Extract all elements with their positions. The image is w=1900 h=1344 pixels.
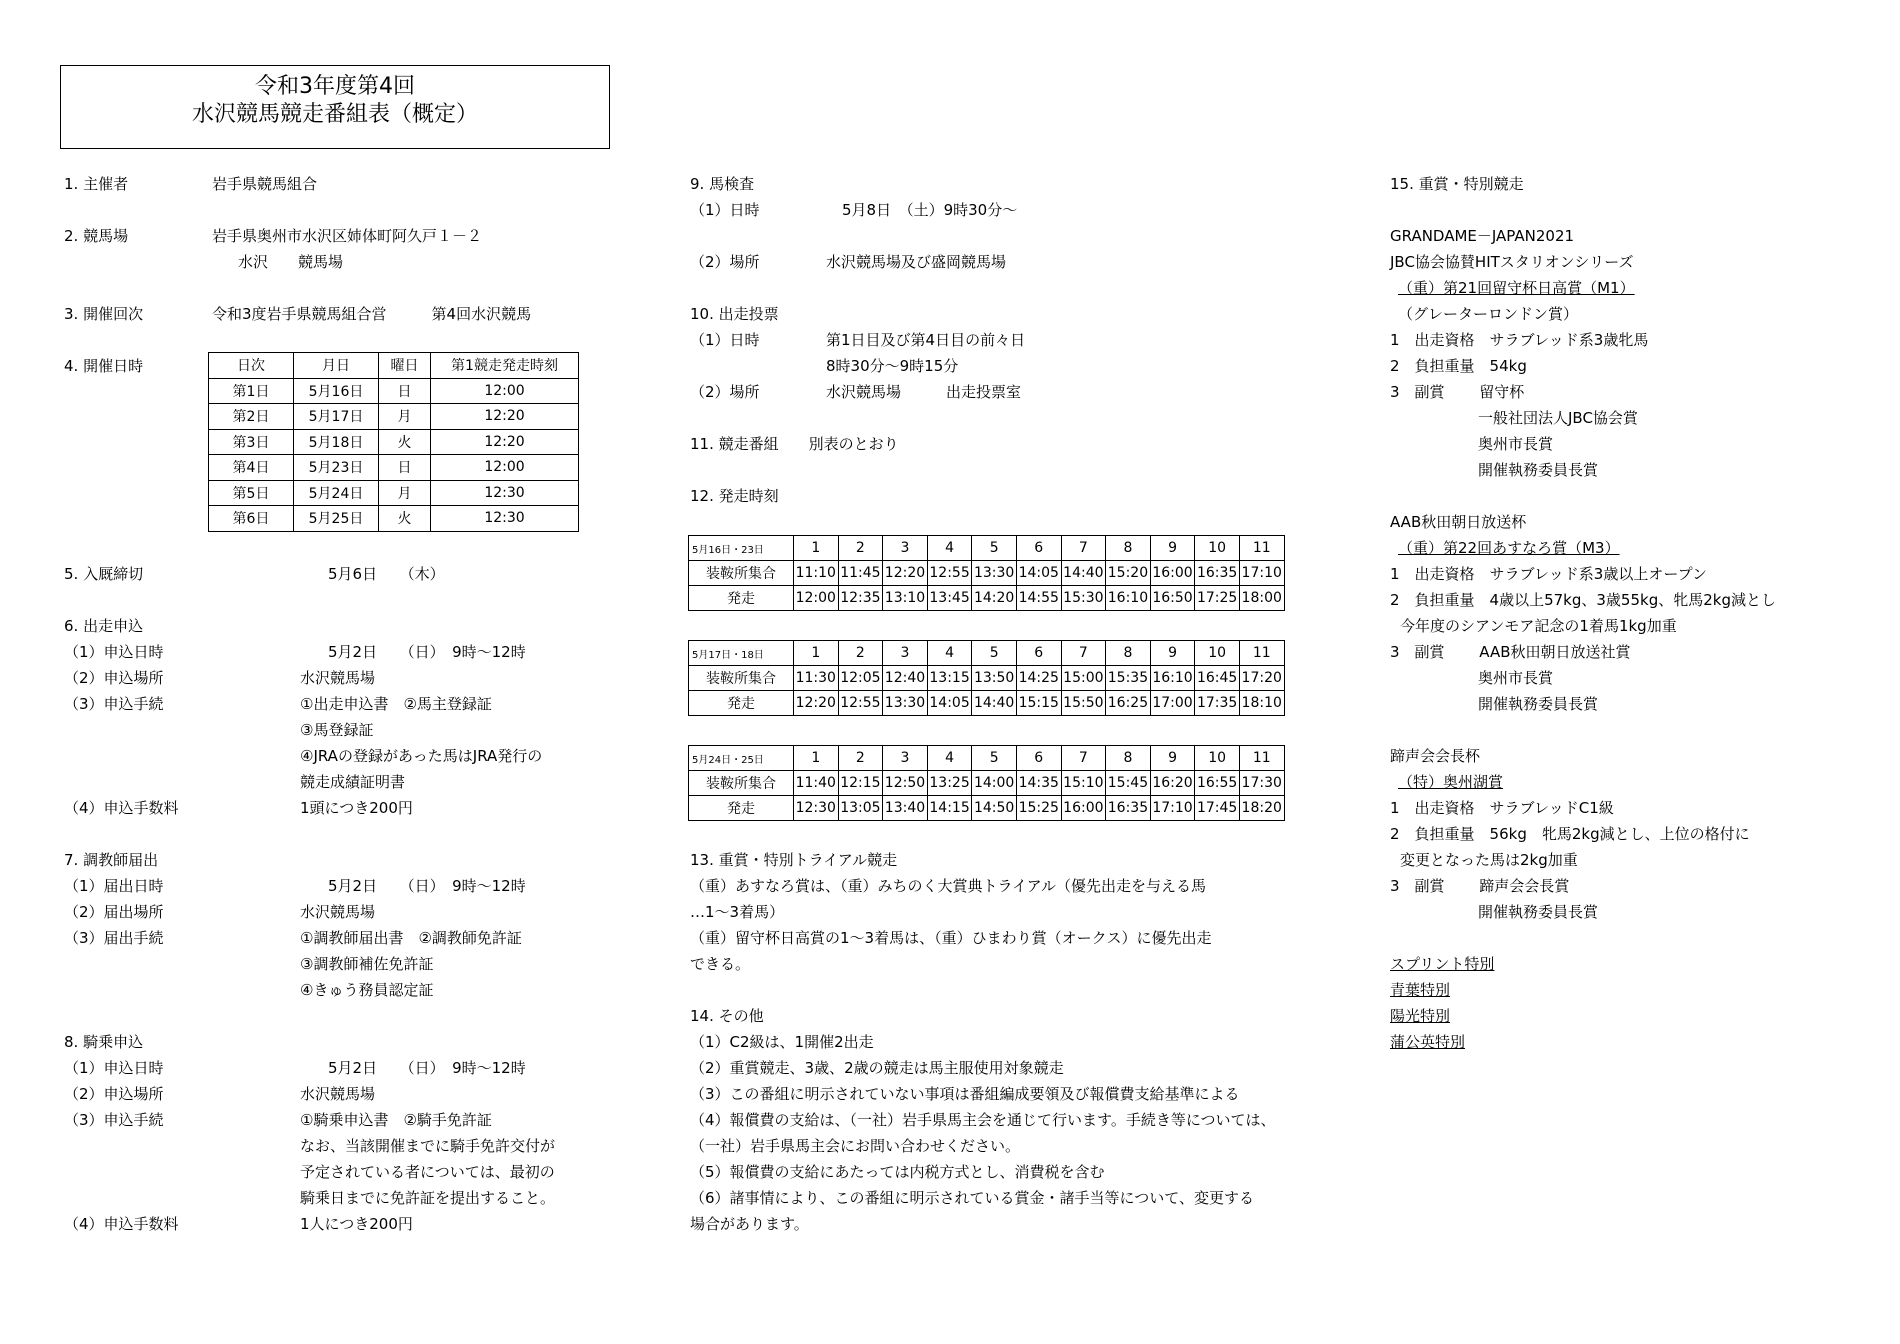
gather-time: 13:25 — [927, 771, 972, 796]
schedule-cell: 5月18日 — [294, 429, 379, 455]
race3-cond-3: 3 副賞 蹄声会会長賞 — [1390, 877, 1570, 895]
post-time-race-row — [689, 746, 1285, 771]
start-label: 発走 — [689, 691, 794, 716]
start-time: 15:25 — [1016, 796, 1061, 821]
schedule-cell: 5月24日 — [294, 480, 379, 506]
race1-sponsor-2: JBC協会協賛HITスタリオンシリーズ — [1390, 253, 1634, 271]
race-number: 11 — [1239, 746, 1284, 771]
s10-val1b: 8時30分～9時15分 — [826, 357, 959, 375]
race-number: 4 — [927, 641, 972, 666]
race-number: 11 — [1239, 641, 1284, 666]
gather-time: 16:55 — [1195, 771, 1240, 796]
race-number: 2 — [838, 536, 883, 561]
race-number: 4 — [927, 536, 972, 561]
s10-val2: 水沢競馬場 出走投票室 — [826, 383, 1022, 401]
s6-r3-val3: ④JRAの登録があった馬はJRA発行の — [300, 747, 543, 765]
schedule-cell: 12:30 — [431, 506, 579, 532]
gather-time: 16:45 — [1195, 666, 1240, 691]
special-race: 青葉特別 — [1390, 981, 1451, 999]
gather-time: 11:40 — [794, 771, 839, 796]
schedule-cell: 火 — [379, 506, 431, 532]
post-time-table — [688, 640, 1285, 716]
schedule-row — [209, 506, 579, 532]
race2-prize-2: 開催執務委員長賞 — [1478, 695, 1599, 713]
race-number: 6 — [1016, 641, 1061, 666]
schedule-cell: 日 — [379, 378, 431, 404]
start-time: 12:30 — [794, 796, 839, 821]
title-line-2: 水沢競馬競走番組表（概定） — [191, 102, 478, 127]
schedule-table — [208, 352, 579, 532]
gather-time: 15:20 — [1106, 561, 1151, 586]
gather-time: 15:35 — [1106, 666, 1151, 691]
s8-r4-key: （4）申込手数料 — [64, 1215, 179, 1233]
gather-label: 装鞍所集合 — [689, 561, 794, 586]
s15-head: 15. 重賞・特別競走 — [1390, 175, 1524, 193]
race1-cond-1: 1 出走資格 サラブレッド系3歳牝馬 — [1390, 331, 1649, 349]
race3-sponsor: 蹄声会会長杯 — [1390, 747, 1481, 765]
post-time-gather-row — [689, 666, 1285, 691]
start-time: 15:15 — [1016, 691, 1061, 716]
start-time: 14:55 — [1016, 586, 1061, 611]
s7-r3-val2: ③調教師補佐免許証 — [300, 955, 434, 973]
s6-r1-val: 5月2日 （日） 9時～12時 — [328, 643, 526, 661]
race-number: 1 — [794, 641, 839, 666]
race-number: 11 — [1239, 536, 1284, 561]
s14-line: 場合があります。 — [690, 1215, 809, 1233]
race-number: 2 — [838, 641, 883, 666]
race-number: 6 — [1016, 746, 1061, 771]
post-time-dates: 5月24日・25日 — [689, 746, 794, 771]
gather-time: 14:25 — [1016, 666, 1061, 691]
gather-time: 11:30 — [794, 666, 839, 691]
gather-time: 12:15 — [838, 771, 883, 796]
start-time: 12:00 — [794, 586, 839, 611]
start-time: 14:20 — [972, 586, 1017, 611]
post-time-gather-row — [689, 771, 1285, 796]
s8-r3-val1: ①騎乗申込書 ②騎手免許証 — [300, 1111, 492, 1129]
race2-cond-2b: 今年度のシアンモア記念の1着馬1kg加重 — [1400, 617, 1677, 635]
s8-r1-val: 5月2日 （日） 9時～12時 — [328, 1059, 526, 1077]
s3-head: 3. 開催回次 — [64, 305, 144, 323]
gather-time: 12:55 — [927, 561, 972, 586]
schedule-cell: 5月25日 — [294, 506, 379, 532]
start-time: 16:10 — [1106, 586, 1151, 611]
s10-key2: （2）場所 — [690, 383, 760, 401]
s1-head: 1. 主催者 — [64, 175, 129, 193]
schedule-header: 月日 — [294, 353, 379, 379]
race1-cond-2: 2 負担重量 54kg — [1390, 357, 1527, 375]
schedule-cell: 12:00 — [431, 378, 579, 404]
start-time: 15:30 — [1061, 586, 1106, 611]
schedule-cell: 5月23日 — [294, 455, 379, 481]
race2-cond-3: 3 副賞 AAB秋田朝日放送社賞 — [1390, 643, 1631, 661]
start-time: 13:45 — [927, 586, 972, 611]
race3-cond-2b: 変更となった馬は2kg加重 — [1400, 851, 1578, 869]
special-race: 蒲公英特別 — [1390, 1033, 1466, 1051]
s7-r1-val: 5月2日 （日） 9時～12時 — [328, 877, 526, 895]
schedule-cell: 月 — [379, 480, 431, 506]
gather-time: 12:40 — [883, 666, 928, 691]
start-time: 12:20 — [794, 691, 839, 716]
schedule-row — [209, 480, 579, 506]
s8-r3-key: （3）申込手続 — [64, 1111, 164, 1129]
s6-r4-val: 1頭につき200円 — [300, 799, 413, 817]
schedule-header: 曜日 — [379, 353, 431, 379]
s8-r2-val: 水沢競馬場 — [300, 1085, 376, 1103]
start-time: 18:00 — [1239, 586, 1284, 611]
s2-head: 2. 競馬場 — [64, 227, 129, 245]
gather-label: 装鞍所集合 — [689, 666, 794, 691]
s10-key1: （1）日時 — [690, 331, 760, 349]
start-time: 17:45 — [1195, 796, 1240, 821]
s13-head: 13. 重賞・特別トライアル競走 — [690, 851, 898, 869]
race-number: 1 — [794, 746, 839, 771]
schedule-row — [209, 378, 579, 404]
race2-prize-1: 奥州市長賞 — [1478, 669, 1554, 687]
schedule-header-row — [209, 353, 579, 379]
gather-time: 12:50 — [883, 771, 928, 796]
s14-line: （1）C2級は、1開催2出走 — [690, 1033, 874, 1051]
start-time: 12:55 — [838, 691, 883, 716]
gather-time: 11:45 — [838, 561, 883, 586]
start-time: 17:10 — [1150, 796, 1195, 821]
gather-time: 17:30 — [1239, 771, 1284, 796]
schedule-cell: 第4日 — [209, 455, 294, 481]
schedule-cell: 火 — [379, 429, 431, 455]
gather-time: 15:45 — [1106, 771, 1151, 796]
gather-time: 14:00 — [972, 771, 1017, 796]
title-box — [60, 65, 610, 149]
s8-r2-key: （2）申込場所 — [64, 1085, 164, 1103]
schedule-cell: 12:20 — [431, 404, 579, 430]
s9-val1: 5月8日 （土）9時30分～ — [842, 201, 1018, 219]
s8-head: 8. 騎乗申込 — [64, 1033, 144, 1051]
gather-time: 16:00 — [1150, 561, 1195, 586]
start-time: 17:25 — [1195, 586, 1240, 611]
race-number: 2 — [838, 746, 883, 771]
schedule-cell: 第5日 — [209, 480, 294, 506]
post-time-start-row — [689, 586, 1285, 611]
race2-cond-2: 2 負担重量 4歳以上57kg、3歳55kg、牝馬2kg減とし — [1390, 591, 1776, 609]
s9-head: 9. 馬検査 — [690, 175, 755, 193]
race2-title: （重）第22回あすなろ賞（M3） — [1398, 539, 1620, 557]
s6-r3-val4: 競走成績証明書 — [300, 773, 406, 791]
s13-line-1: （重）あすなろ賞は、（重）みちのく大賞典トライアル（優先出走を与える馬 — [690, 877, 1207, 895]
gather-time: 13:15 — [927, 666, 972, 691]
race-number: 9 — [1150, 746, 1195, 771]
s14-line: （一社）岩手県馬主会にお問い合わせください。 — [690, 1137, 1021, 1155]
start-time: 12:35 — [838, 586, 883, 611]
post-time-table — [688, 535, 1285, 611]
start-time: 16:35 — [1106, 796, 1151, 821]
start-time: 18:10 — [1239, 691, 1284, 716]
start-time: 14:50 — [972, 796, 1017, 821]
race3-prize-1: 開催執務委員長賞 — [1478, 903, 1599, 921]
s8-r4-val: 1人につき200円 — [300, 1215, 413, 1233]
race-number: 1 — [794, 536, 839, 561]
race-number: 7 — [1061, 641, 1106, 666]
schedule-cell: 第6日 — [209, 506, 294, 532]
s3-val: 令和3度岩手県競馬組合営 第4回水沢競馬 — [212, 305, 532, 323]
start-time: 16:25 — [1106, 691, 1151, 716]
s7-r3-val3: ④きゅう務員認定証 — [300, 981, 434, 999]
s7-r1-key: （1）届出日時 — [64, 877, 164, 895]
race1-prize-2: 奥州市長賞 — [1478, 435, 1554, 453]
schedule-cell: 12:30 — [431, 480, 579, 506]
start-time: 15:50 — [1061, 691, 1106, 716]
s14-line: （6）諸事情により、この番組に明示されている賞金・諸手当等について、変更する — [690, 1189, 1254, 1207]
s6-r4-key: （4）申込手数料 — [64, 799, 179, 817]
s7-head: 7. 調教師届出 — [64, 851, 159, 869]
start-time: 17:00 — [1150, 691, 1195, 716]
s14-line: （2）重賞競走、3歳、2歳の競走は馬主服使用対象競走 — [690, 1059, 1064, 1077]
start-time: 16:00 — [1061, 796, 1106, 821]
s13-line-2: …1～3着馬） — [690, 903, 785, 921]
schedule-header: 第1競走発走時刻 — [431, 353, 579, 379]
gather-time: 16:10 — [1150, 666, 1195, 691]
s8-r3-val4: 騎乗日までに免許証を提出すること。 — [300, 1189, 556, 1207]
gather-time: 14:40 — [1061, 561, 1106, 586]
start-time: 14:15 — [927, 796, 972, 821]
race-number: 10 — [1195, 536, 1240, 561]
s5-head: 5. 入厩締切 — [64, 565, 144, 583]
gather-time: 13:50 — [972, 666, 1017, 691]
post-time-table — [688, 745, 1285, 821]
schedule-row — [209, 429, 579, 455]
race-number: 5 — [972, 641, 1017, 666]
schedule-cell: 月 — [379, 404, 431, 430]
s6-head: 6. 出走申込 — [64, 617, 144, 635]
post-time-race-row — [689, 536, 1285, 561]
start-time: 13:40 — [883, 796, 928, 821]
race1-subtitle: （グレーターロンドン賞） — [1398, 305, 1579, 323]
s14-line: （3）この番組に明示されていない事項は番組編成要領及び報償費支給基準による — [690, 1085, 1240, 1103]
race3-cond-2: 2 負担重量 56kg 牝馬2kg減とし、上位の格付に — [1390, 825, 1750, 843]
schedule-cell: 12:00 — [431, 455, 579, 481]
race-number: 5 — [972, 536, 1017, 561]
schedule-cell: 日 — [379, 455, 431, 481]
start-time: 18:20 — [1239, 796, 1284, 821]
race1-title: （重）第21回留守杯日高賞（M1） — [1398, 279, 1635, 297]
s8-r3-val2: なお、当該開催までに騎手免許交付が — [300, 1137, 556, 1155]
race-number: 9 — [1150, 641, 1195, 666]
gather-time: 16:35 — [1195, 561, 1240, 586]
s10-head: 10. 出走投票 — [690, 305, 779, 323]
gather-time: 12:20 — [883, 561, 928, 586]
schedule-cell: 第2日 — [209, 404, 294, 430]
gather-time: 12:05 — [838, 666, 883, 691]
s7-r3-key: （3）届出手続 — [64, 929, 164, 947]
gather-time: 17:20 — [1239, 666, 1284, 691]
s4-head: 4. 開催日時 — [64, 357, 144, 375]
race-number: 8 — [1106, 641, 1151, 666]
schedule-cell: 5月16日 — [294, 378, 379, 404]
s6-r1-key: （1）申込日時 — [64, 643, 164, 661]
race-number: 3 — [883, 536, 928, 561]
start-time: 13:10 — [883, 586, 928, 611]
s6-r2-val: 水沢競馬場 — [300, 669, 376, 687]
gather-time: 16:20 — [1150, 771, 1195, 796]
race1-cond-3: 3 副賞 留守杯 — [1390, 383, 1525, 401]
s13-line-4: できる。 — [690, 955, 751, 973]
title-line-1: 令和3年度第4回 — [255, 74, 415, 99]
schedule-row — [209, 455, 579, 481]
race-number: 10 — [1195, 641, 1240, 666]
s10-val1a: 第1日目及び第4日目の前々日 — [826, 331, 1026, 349]
gather-time: 15:10 — [1061, 771, 1106, 796]
gather-time: 11:10 — [794, 561, 839, 586]
race1-prize-3: 開催執務委員長賞 — [1478, 461, 1599, 479]
start-time: 17:35 — [1195, 691, 1240, 716]
race-number: 4 — [927, 746, 972, 771]
gather-time: 14:35 — [1016, 771, 1061, 796]
s14-line: （4）報償費の支給は、（一社）岩手県馬主会を通じて行います。手続き等については、 — [690, 1111, 1276, 1129]
s14-line: （5）報償費の支給にあたっては内税方式とし、消費税を含む — [690, 1163, 1105, 1181]
race1-sponsor-1: GRANDAME－JAPAN2021 — [1390, 227, 1575, 245]
s6-r3-val2: ③馬登録証 — [300, 721, 374, 739]
race-number: 7 — [1061, 746, 1106, 771]
gather-time: 17:10 — [1239, 561, 1284, 586]
gather-time: 14:05 — [1016, 561, 1061, 586]
race2-sponsor: AAB秋田朝日放送杯 — [1390, 513, 1527, 531]
s6-r3-key: （3）申込手続 — [64, 695, 164, 713]
race2-cond-1: 1 出走資格 サラブレッド系3歳以上オープン — [1390, 565, 1707, 583]
s7-r2-key: （2）届出場所 — [64, 903, 164, 921]
post-time-race-row — [689, 641, 1285, 666]
schedule-cell: 第3日 — [209, 429, 294, 455]
start-time: 13:30 — [883, 691, 928, 716]
post-time-start-row — [689, 691, 1285, 716]
start-time: 14:05 — [927, 691, 972, 716]
race-number: 6 — [1016, 536, 1061, 561]
gather-time: 13:30 — [972, 561, 1017, 586]
race-number: 3 — [883, 746, 928, 771]
special-race: 陽光特別 — [1390, 1007, 1451, 1025]
s9-val2: 水沢競馬場及び盛岡競馬場 — [826, 253, 1007, 271]
s1-val: 岩手県競馬組合 — [212, 175, 318, 193]
s8-r1-key: （1）申込日時 — [64, 1059, 164, 1077]
race-number: 3 — [883, 641, 928, 666]
schedule-cell: 12:20 — [431, 429, 579, 455]
race-number: 7 — [1061, 536, 1106, 561]
s6-r3-val1: ①出走申込書 ②馬主登録証 — [300, 695, 492, 713]
s12-head: 12. 発走時刻 — [690, 487, 779, 505]
race3-cond-1: 1 出走資格 サラブレッドC1級 — [1390, 799, 1614, 817]
schedule-header: 日次 — [209, 353, 294, 379]
s7-r3-val1: ①調教師届出書 ②調教師免許証 — [300, 929, 522, 947]
race1-prize-1: 一般社団法人JBC協会賞 — [1478, 409, 1638, 427]
start-time: 16:50 — [1150, 586, 1195, 611]
start-time: 13:05 — [838, 796, 883, 821]
race-number: 8 — [1106, 746, 1151, 771]
race3-title: （特）奥州湖賞 — [1398, 773, 1504, 791]
race-number: 9 — [1150, 536, 1195, 561]
special-race: スプリント特別 — [1390, 955, 1495, 973]
s8-r3-val3: 予定されている者については、最初の — [300, 1163, 555, 1181]
start-label: 発走 — [689, 586, 794, 611]
race-number: 8 — [1106, 536, 1151, 561]
post-time-dates: 5月17日・18日 — [689, 641, 794, 666]
s11-head: 11. 競走番組 別表のとおり — [690, 435, 899, 453]
s7-r2-val: 水沢競馬場 — [300, 903, 376, 921]
s13-line-3: （重）留守杯日高賞の1～3着馬は、（重）ひまわり賞（オークス）に優先出走 — [690, 929, 1212, 947]
post-time-start-row — [689, 796, 1285, 821]
s2-val2: 水沢 競馬場 — [238, 253, 344, 271]
s5-val: 5月6日 （木） — [328, 565, 445, 583]
start-label: 発走 — [689, 796, 794, 821]
s14-head: 14. その他 — [690, 1007, 764, 1025]
schedule-row — [209, 404, 579, 430]
s2-val1: 岩手県奥州市水沢区姉体町阿久戸１－２ — [212, 227, 483, 245]
gather-label: 装鞍所集合 — [689, 771, 794, 796]
schedule-cell: 第1日 — [209, 378, 294, 404]
race-number: 5 — [972, 746, 1017, 771]
start-time: 14:40 — [972, 691, 1017, 716]
s9-key1: （1）日時 — [690, 201, 760, 219]
schedule-cell: 5月17日 — [294, 404, 379, 430]
s9-key2: （2）場所 — [690, 253, 760, 271]
post-time-dates: 5月16日・23日 — [689, 536, 794, 561]
race-number: 10 — [1195, 746, 1240, 771]
gather-time: 15:00 — [1061, 666, 1106, 691]
s6-r2-key: （2）申込場所 — [64, 669, 164, 687]
post-time-gather-row — [689, 561, 1285, 586]
